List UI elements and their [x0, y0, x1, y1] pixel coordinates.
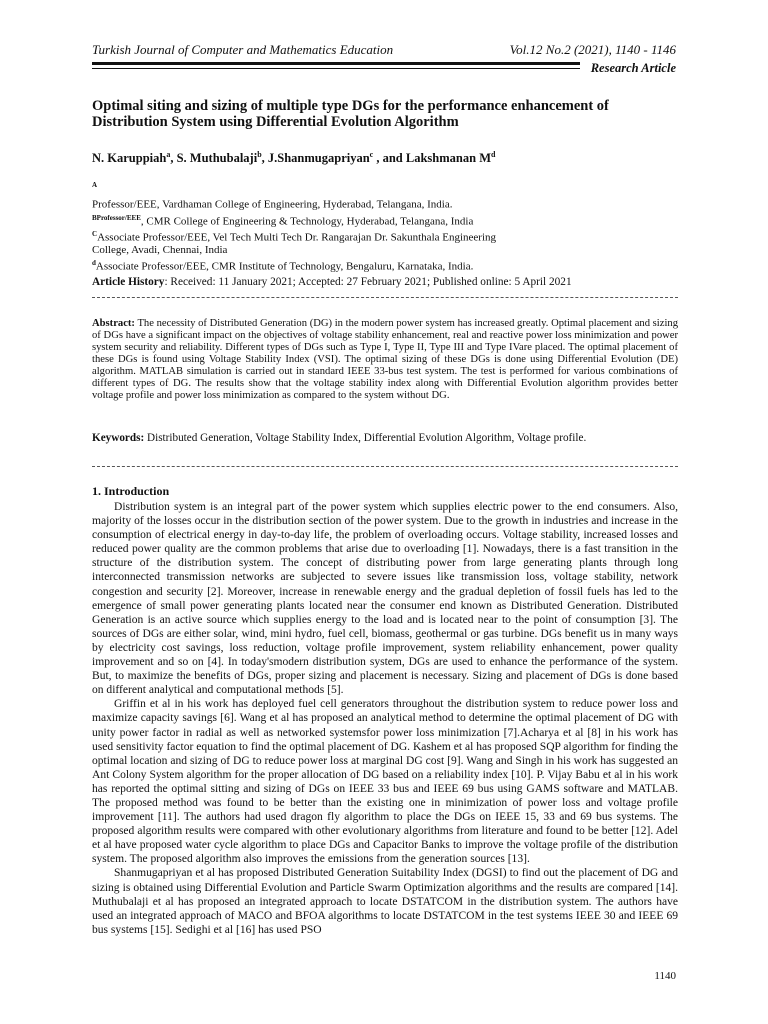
abstract — [92, 318, 678, 402]
author-separator: , — [170, 151, 177, 166]
affiliation-marker: BProfessor/EEE — [92, 213, 141, 222]
author-separator: , and — [373, 151, 406, 166]
history-label: Article History — [92, 276, 165, 288]
affiliations — [92, 179, 512, 273]
affiliation-marker: A — [92, 181, 98, 189]
paragraph: Distribution system is an integral part of the power system which supplies electric power to the end consumers. Also, majority of the losses occur in the distribution section of the power system. Due to the growth in industries and increase in the consumption of electrical energy in day-to-day life, the problem of overloading occurs. Voltage stability, increased losses and reduced power quality are the common problems that arise due to overloading [1]. Nowadays, there is a fast transition in the structure of the distribution system. The concept of distributing power from large generating plants through long interconnected transmission networks are subjected to severe issues like transmission loss, voltage stability, network congestion and security [2]. Moreover, increase in renewable energy and the gradual depletion of fossil fuels has led to the emergence of small power generating plants located near the consumer end known as Distributed Generation. Distributed Generation is an active source which supplies energy to the load and is located near to the point of consumption [3]. The sources of DGs are either solar, wind, mini hydro, fuel cell, biomass, geothermal or gas turbine. DGs benefit us in many ways by electricity cost savings, loss reduction, voltage profile improvement, system reliability enhancement, power quality improvement and so on [4]. In today'smodern distribution system, DGs are used to enhance the performance of the system. But, to maximize the benefits of DGs, proper sizing and placement is necessary. Sizing and placement of DGs is done based on different analytical and computational methods [5]. — [92, 501, 678, 697]
section-heading: 1. Introduction — [92, 484, 170, 498]
author-name: J.Shanmugapriyan — [267, 151, 370, 166]
affiliation-c — [92, 228, 512, 257]
author-name: N. Karuppiah — [92, 151, 167, 166]
abstract-label: Abstract: — [92, 318, 135, 329]
author-superscript: b — [257, 150, 262, 159]
affiliation-marker: d — [92, 258, 96, 267]
paragraph: Griffin et al in his work has deployed fuel cell generators throughout the distribution system to reduce power loss and maximize capacity savings [6]. Wang et al has proposed an analytical method to determine the optimal placement of DG with unity power factor in radial as well as networked systemsfor power loss minimization [7].Acharya et al [8] in his work has used sensitivity factor equation to find the optimal placement of DG. Kashem et al has proposed SQP algorithm for finding the optimal location and sizing of DG to reduce power loss at marginal DG cost [9]. Wang and Singh in his work has suggested an Ant Colony System algorithm for the proper allocation of DG based on a reliability index [10]. P. Vijay Babu et al in his work has reported the optimal sitting and sizing of DGs on IEEE 33 bus and IEEE 69 bus using GAMS software and MATLAB. The proposed method was found to be better than the existing one in minimization of power loss and voltage profile improvement [11]. The authors had used dragon fly algorithm to place the DGs on IEEE 15, 33 and 69 bus systems. The proposed algorithm results were compared with other evolutionary algorithms from literature and found to be better [12]. Adel et al have proposed water cycle algorithm to place DGs and Capacitor Banks to improve the voltage profile of the distribution system. The proposed algorithm also improves the emissions from the generation sources [13]. — [92, 698, 678, 866]
author-name: S. Muthubalaji — [176, 151, 258, 166]
paragraph: Shanmugapriyan et al has proposed Distributed Generation Suitability Index (DGSI) to find out the placement of DG and sizing is obtained using Differential Evolution and Particle Swarm Optimization algorithms and the results are compared [14]. Muthubalaji et al has proposed an integrated approach to locate DSTATCOM in the distribution system. The authors have used an integrated approach of MACO and BFOA algorithms to locate DSTATCOM in the test systems IEEE 30 and IEEE 69 bus systems [15]. Sedighi et al [16] has used PSO — [92, 867, 678, 936]
volume-info: Vol.12 No.2 (2021), 1140 - 1146 — [509, 42, 676, 57]
body-text — [92, 500, 678, 937]
author-separator: , — [261, 151, 268, 166]
page-number: 1140 — [654, 970, 676, 982]
author-superscript: d — [491, 150, 496, 159]
affiliation-a-text — [92, 195, 512, 211]
abstract-text: The necessity of Distributed Generation (DG) in the modern power system has increased greatly. Optimal placement and sizing of DGs have a significant impact on the objectives of voltage stability enhancement, real and reactive power loss minimization and power system security and reliability. Different types of DGs such as Type I, Type II, Type III and Type IVare placed. The optimal placement of these DGs is found using Voltage Stability Index (VSI). The optimal sizing of these DGs is done using Differential Evolution (DE) algorithm. MATLAB simulation is carried out in standard IEEE 33-bus test system. The test is performed for various combinations of different types of DG. The results show that the voltage stability index along with Differential Evolution algorithm provides better voltage profile and power loss minimization as compared to the system without DG. — [92, 318, 678, 401]
affiliation-text: Associate Professor/EEE, CMR Institute of Technology, Bengaluru, Karnataka, India. — [95, 260, 474, 273]
separator-dashed — [92, 466, 678, 467]
author-name: Lakshmanan M — [405, 151, 491, 166]
article-type: Research Article — [590, 61, 676, 75]
header-rule-thick — [92, 62, 580, 65]
affiliation-d — [92, 257, 512, 273]
journal-name: Turkish Journal of Computer and Mathematics Education — [92, 42, 394, 57]
affiliation-a — [92, 179, 512, 195]
affiliation-text: Professor/EEE, Vardhaman College of Engineering, Hyderabad, Telangana, India. — [92, 198, 453, 211]
history-text: : Received: 11 January 2021; Accepted: 27 February 2021; Published online: 5 April 2021 — [164, 276, 572, 288]
header-rule-thin — [92, 68, 580, 69]
paper-title: Optimal siting and sizing of multiple type DGs for the performance enhancement of Distribution System using Differential Evolution Algorithm — [92, 98, 609, 130]
author-superscript: c — [369, 150, 374, 159]
author-superscript: a — [166, 150, 171, 159]
affiliation-text: , CMR College of Engineering & Technology, Hyderabad, Telangana, India — [140, 215, 474, 228]
affiliation-b — [92, 212, 512, 228]
affiliation-marker: C — [92, 229, 98, 238]
keywords — [92, 432, 678, 444]
affiliation-text: Associate Professor/EEE, Vel Tech Multi Tech Dr. Rangarajan Dr. Sakunthala Engineering College, Avadi, Chennai, India — [92, 231, 497, 256]
keywords-label: Keywords: — [92, 432, 145, 444]
keywords-text: Distributed Generation, Voltage Stability Index, Differential Evolution Algorithm, Voltage profile. — [144, 432, 587, 444]
separator-dashed — [92, 297, 678, 298]
article-history — [92, 276, 692, 288]
author-list — [92, 150, 495, 166]
